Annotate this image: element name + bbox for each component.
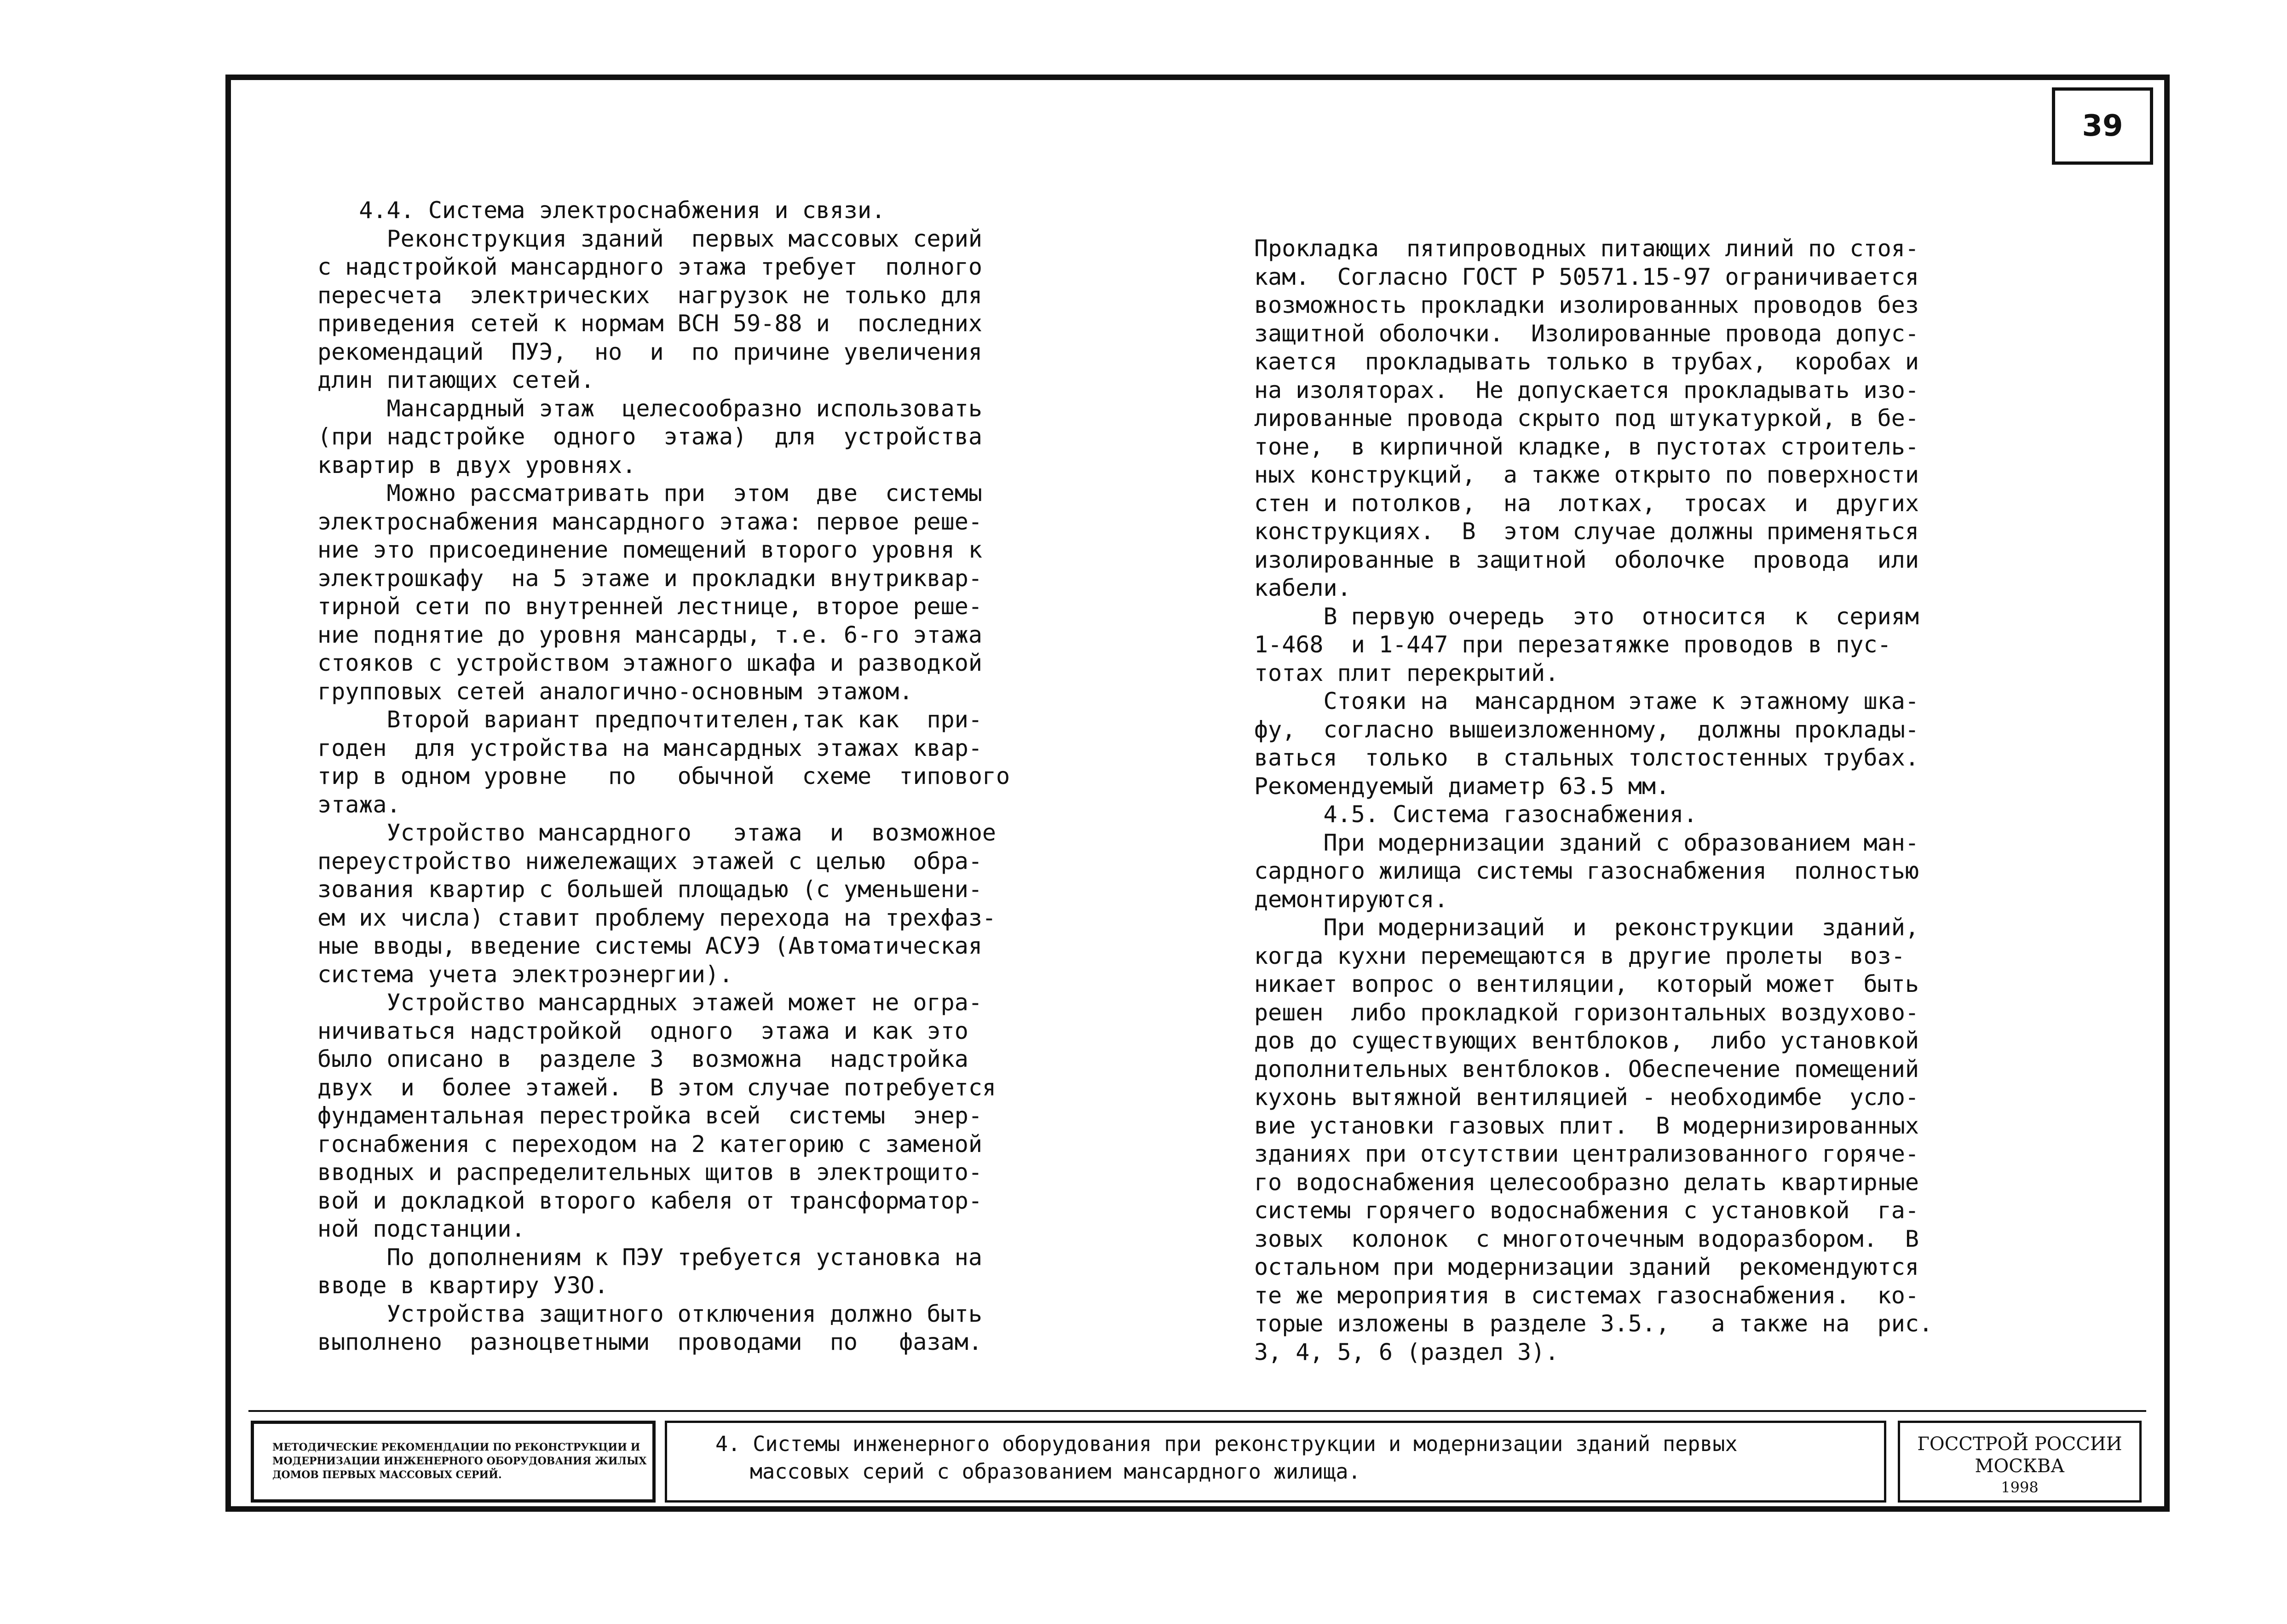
text-line: дов до существующих вентблоков, либо установкой — [1254, 1027, 1919, 1054]
text-line: кухонь вытяжной вентиляцией - необходимбе усло- — [1254, 1084, 1919, 1111]
text-line: решен либо прокладкой горизонтальных воздухово- — [1254, 999, 1919, 1026]
text-line: торые изложены в разделе 3.5., а также на рис. — [1254, 1310, 1933, 1337]
text-line: выполнено разноцветными проводами по фазам. — [317, 1329, 982, 1355]
text-line: В первую очередь это относится к сериям — [1254, 603, 1919, 630]
text-line: вие установки газовых плит. В модернизированных — [1254, 1112, 1919, 1139]
organization-name: ГОССТРОЙ РОССИИ — [1917, 1434, 2122, 1455]
text-line: рекомендаций ПУЭ, но и по причине увеличения — [317, 338, 982, 365]
text-line: 1-468 и 1-447 при перезатяжке проводов в пус- — [1254, 631, 1891, 658]
text-line: ние это присоединение помещений второго уровня к — [317, 536, 982, 563]
text-line: ные вводы, введение системы АСУЭ (Автоматическая — [317, 933, 982, 959]
text-line: 4.4. Система электроснабжения и связи. — [317, 197, 886, 224]
text-line: остальном при модернизации зданий рекомендуются — [1254, 1254, 1919, 1280]
text-line: лированные провода скрыто под штукатуркой, в бе- — [1254, 405, 1919, 432]
text-line: на изоляторах. Не допускается прокладывать изо- — [1254, 376, 1919, 403]
text-line: стен и потолков, на лотках, тросах и других — [1254, 490, 1919, 517]
text-line: (при надстройке одного этажа) для устройства — [317, 423, 982, 450]
text-line: При модернизации зданий с образованием ман- — [1254, 829, 1919, 856]
text-line: 3, 4, 5, 6 (раздел 3). — [1254, 1338, 1559, 1365]
text-line: ние поднятие до уровня мансарды, т.е. 6-го этажа — [317, 621, 982, 648]
text-line: переустройство нижележащих этажей с целью обра- — [317, 847, 982, 875]
text-line: вводных и распределительных щитов в электрощито- — [317, 1159, 982, 1186]
text-line: Реконструкция зданий первых массовых серий — [317, 225, 982, 252]
text-line: зовых колонок с многоточечным водоразбором. В — [1254, 1225, 1919, 1252]
section-title-line-1: 4. Системы инженерного оборудования при реконструкции и модернизации зданий первых — [715, 1432, 1738, 1456]
text-line: сардного жилища системы газоснабжения полностью — [1254, 858, 1919, 884]
text-line: тирной сети по внутренней лестнице, второе реше- — [317, 593, 982, 620]
text-line: Рекомендуемый диаметр 63.5 мм. — [1254, 772, 1670, 800]
text-line: 4.5. Система газоснабжения. — [1254, 801, 1698, 828]
text-line: тир в одном уровне по обычной схеме типового — [317, 763, 1010, 789]
text-line: с надстройкой мансардного этажа требует полного — [317, 253, 982, 280]
text-line: демонтируются. — [1254, 886, 1448, 913]
text-line: зданиях при отсутствии централизованного горяче- — [1254, 1140, 1919, 1167]
text-line: система учета электроэнергии). — [317, 961, 733, 988]
text-line: когда кухни перемещаются в другие пролеты воз- — [1254, 942, 1905, 969]
publication-year: 1998 — [2001, 1479, 2039, 1496]
text-line: приведения сетей к нормам ВСН 59-88 и последних — [317, 310, 982, 337]
right-text-column — [1254, 235, 1933, 1366]
text-line: го водоснабжения целесообразно делать квартирные — [1254, 1169, 1919, 1196]
text-line: конструкциях. В этом случае должны применяться — [1254, 518, 1919, 545]
text-line: пересчета электрических нагрузок не только для — [317, 282, 982, 309]
text-line: было описано в разделе 3 возможна надстройка — [317, 1046, 968, 1072]
text-line: годен для устройства на мансардных этажах квар- — [317, 734, 982, 761]
text-line: фу, согласно вышеизложенному, должны проклады- — [1254, 716, 1919, 743]
text-line: никает вопрос о вентиляции, который может быть — [1254, 971, 1919, 997]
text-line: Мансардный этаж целесообразно использовать — [317, 395, 982, 422]
text-line: Устройства защитного отключения должно быть — [317, 1300, 982, 1327]
text-line: дополнительных вентблоков. Обеспечение помещений — [1254, 1055, 1919, 1083]
text-line: Стояки на мансардном этаже к этажному шка- — [1254, 688, 1919, 714]
text-line: двух и более этажей. В этом случае потребуется — [317, 1074, 997, 1101]
text-line: электроснабжения мансардного этажа: первое реше- — [317, 508, 982, 535]
text-line: ваться только в стальных толстостенных трубах. — [1254, 744, 1919, 771]
organization-city: МОСКВА — [1975, 1456, 2065, 1477]
text-line: Второй вариант предпочтителен,так как при- — [317, 706, 982, 733]
text-line: кам. Согласно ГОСТ Р 50571.15-97 ограничивается — [1254, 263, 1919, 290]
text-line: защитной оболочки. Изолированные провода допус- — [1254, 320, 1919, 347]
text-line: стояков с устройством этажного шкафа и разводкой — [317, 650, 982, 676]
section-title-line-2: массовых серий с образованием мансардного жилища. — [750, 1459, 1361, 1484]
text-line: ной подстанции. — [317, 1215, 525, 1242]
text-line: При модернизаций и реконструкции зданий, — [1254, 914, 1919, 941]
text-line: те же мероприятия в системах газоснабжения. ко- — [1254, 1282, 1919, 1309]
text-line: длин питающих сетей. — [317, 367, 595, 393]
text-line: Устройство мансардного этажа и возможное — [317, 819, 997, 846]
text-line: этажа. — [317, 791, 401, 818]
text-line: госнабжения с переходом на 2 категорию с заменой — [317, 1130, 982, 1158]
text-line: Можно рассматривать при этом две системы — [317, 480, 982, 507]
text-line: ных конструкций, а также открыто по поверхности — [1254, 461, 1919, 488]
text-line: Устройство мансардных этажей может не огра- — [317, 989, 982, 1016]
title-block-divider — [248, 1410, 2146, 1412]
text-line: электрошкафу на 5 этаже и прокладки внутриквар- — [317, 564, 982, 592]
text-line: тотах плит перекрытий. — [1254, 659, 1559, 686]
page-number: 39 — [2052, 87, 2153, 165]
organization-stamp — [1898, 1421, 2142, 1503]
text-line: фундаментальная перестройка всей системы энер- — [317, 1102, 982, 1129]
text-line: тоне, в кирпичной кладке, в пустотах строитель- — [1254, 433, 1919, 460]
text-line: Прокладка пятипроводных питающих линий по стоя- — [1254, 235, 1919, 262]
text-line: По дополнениям к ПЭУ требуется установка на — [317, 1244, 982, 1271]
text-line: системы горячего водоснабжения с установкой га- — [1254, 1197, 1919, 1224]
series-title: МЕТОДИЧЕСКИЕ РЕКОМЕНДАЦИИ ПО РЕКОНСТРУКЦИИ И МОДЕРНИЗАЦИИ ИНЖЕНЕРНОГО ОБОРУДОВАНИЯ ЖИЛЫХ ДОМОВ ПЕРВЫХ МАССОВЫХ СЕРИЙ. — [251, 1421, 656, 1503]
text-line: квартир в двух уровнях. — [317, 451, 636, 478]
text-line: изолированные в защитной оболочке провода или — [1254, 546, 1919, 573]
section-title — [665, 1421, 1886, 1503]
text-line: вой и докладкой второго кабеля от трансформатор- — [317, 1187, 982, 1214]
left-text-column — [317, 196, 1010, 1357]
text-line: кабели. — [1254, 575, 1351, 601]
text-line: зования квартир с большей площадью (с уменьшени- — [317, 876, 982, 903]
text-line: ем их числа) ставит проблему перехода на трехфаз- — [317, 904, 997, 931]
text-line: вводе в квартиру УЗО. — [317, 1272, 609, 1299]
text-line: групповых сетей аналогично-основным этажом. — [317, 678, 913, 705]
text-line: ничиваться надстройкой одного этажа и как это — [317, 1017, 968, 1044]
text-line: возможность прокладки изолированных проводов без — [1254, 292, 1919, 318]
text-line: кается прокладывать только в трубах, коробах и — [1254, 348, 1919, 375]
